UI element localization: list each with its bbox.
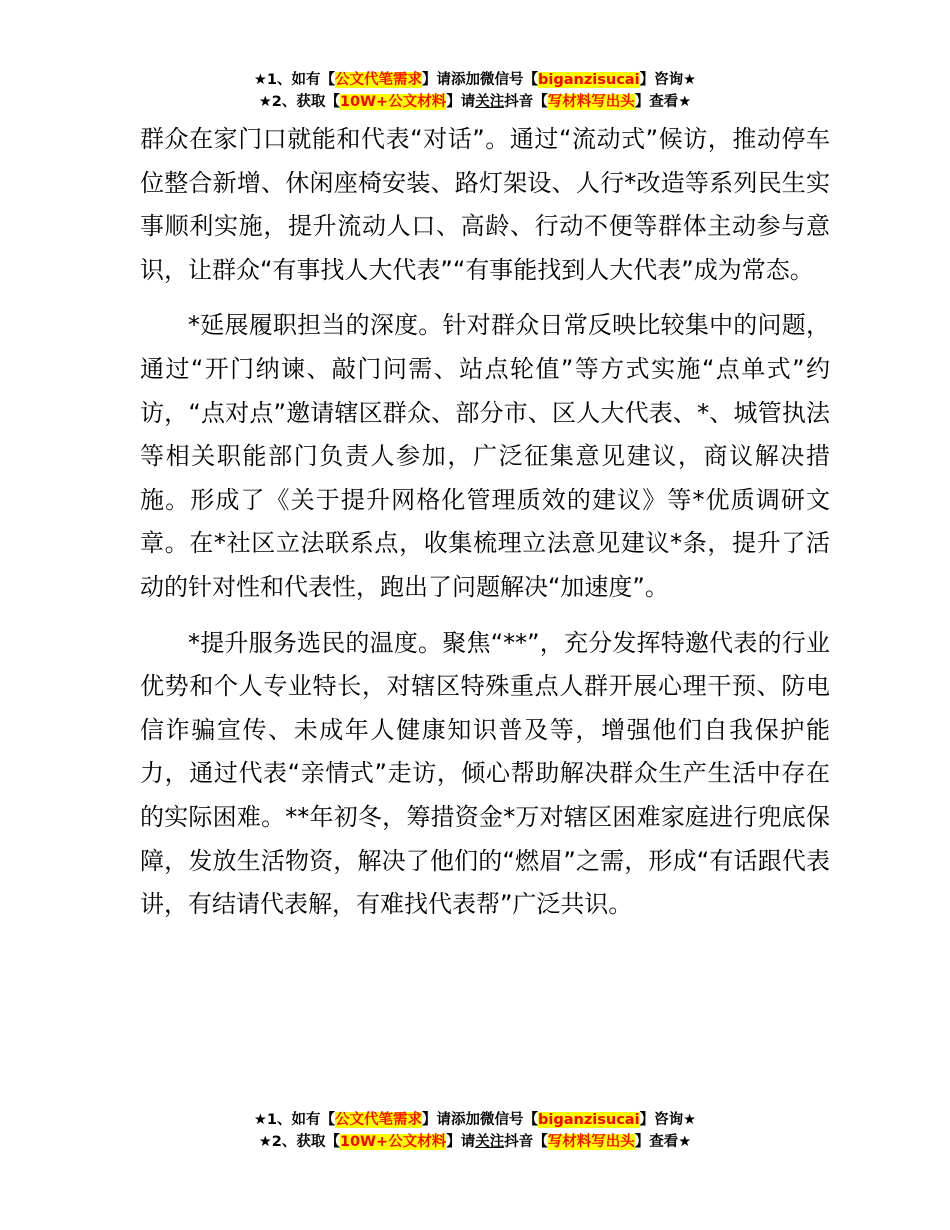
banner-text: 微信号【 <box>480 72 539 88</box>
star-icon: ★ <box>678 1134 692 1150</box>
banner-text: 】请 <box>422 72 452 88</box>
highlight-douyin: 写材料写出头 <box>547 1134 635 1150</box>
highlight-wechat-id: biganzisucai <box>538 72 640 88</box>
paragraph-continued: 群众在家门口就能和代表“对话”。通过“流动式”候访，推动停车位整合新增、休闲座椅安装、路灯架设、人行*改造等系列民生实事顺利实施，提升流动人口、高龄、行动不便等群体主动参与意识，让群众“有事找人大代表”“有事能找到人大代表”成为常态。 <box>140 125 830 284</box>
banner-emphasis: 关注 <box>475 94 505 110</box>
banner-text: 微信号【 <box>480 1112 539 1128</box>
banner-emphasis: 添加 <box>451 72 481 88</box>
star-icon: ★ <box>258 1134 272 1150</box>
banner-line-1 <box>0 69 950 91</box>
banner-text: 1、如有【 <box>266 1112 336 1128</box>
highlight-wechat-id: biganzisucai <box>538 1112 640 1128</box>
document-body <box>140 118 830 939</box>
highlight-service: 公文代笔需求 <box>335 72 423 88</box>
paragraph-depth: *延展履职担当的深度。针对群众日常反映比较集中的问题，通过“开门纳谏、敲门问需、站点轮值”等方式实施“点单式”约访，“点对点”邀请辖区群众、部分市、区人大代表、*、城管执法等相关职能部门负责人参加，广泛征集意见建议，商议解决措施。形成了《关于提升网格化管理质效的建议》等*优质调研文章。在*社区立法联系点，收集梳理立法意见建议*条，提升了活动的针对性和代表性，跑出了问题解决“加速度”。 <box>140 311 830 601</box>
banner-text: 抖音【 <box>504 1134 548 1150</box>
highlight-materials: 10W+公文材料 <box>339 94 447 110</box>
banner-text: 1、如有【 <box>266 72 336 88</box>
star-icon: ★ <box>258 94 272 110</box>
paragraph-warmth: *提升服务选民的温度。聚焦“**”，充分发挥特邀代表的行业优势和个人专业特长，对辖区特殊重点人群开展心理干预、防电信诈骗宣传、未成年人健康知识普及等，增强他们自我保护能力，通过代表“亲情式”走访，倾心帮助解决群众生产生活中存在的实际困难。**年初冬，筹措资金*万对辖区困难家庭进行兜底保障，发放生活物资，解决了他们的“燃眉”之需，形成“有话跟代表讲，有结请代表解，有难找代表帮”广泛共识。 <box>140 628 830 919</box>
banner-text: 】请 <box>446 94 476 110</box>
footer-banner <box>0 1109 950 1153</box>
star-icon: ★ <box>253 72 267 88</box>
star-icon: ★ <box>253 1112 267 1128</box>
banner-line-2 <box>0 1131 950 1153</box>
star-icon: ★ <box>683 72 697 88</box>
banner-text: 】请 <box>446 1134 476 1150</box>
banner-emphasis: 添加 <box>451 1112 481 1128</box>
banner-text: 】请 <box>422 1112 452 1128</box>
star-icon: ★ <box>678 94 692 110</box>
banner-line-1 <box>0 1109 950 1131</box>
highlight-service: 公文代笔需求 <box>335 1112 423 1128</box>
banner-text: 抖音【 <box>504 94 548 110</box>
highlight-douyin: 写材料写出头 <box>547 94 635 110</box>
header-banner <box>0 69 950 113</box>
banner-text: 】咨询 <box>639 1112 684 1128</box>
banner-text: 】查看 <box>634 1134 679 1150</box>
banner-text: 2、获取【 <box>271 94 340 110</box>
banner-line-2 <box>0 91 950 113</box>
banner-text: 2、获取【 <box>271 1134 340 1150</box>
banner-text: 】咨询 <box>639 72 684 88</box>
banner-text: 】查看 <box>634 94 679 110</box>
star-icon: ★ <box>683 1112 697 1128</box>
banner-emphasis: 关注 <box>475 1134 505 1150</box>
highlight-materials: 10W+公文材料 <box>339 1134 447 1150</box>
